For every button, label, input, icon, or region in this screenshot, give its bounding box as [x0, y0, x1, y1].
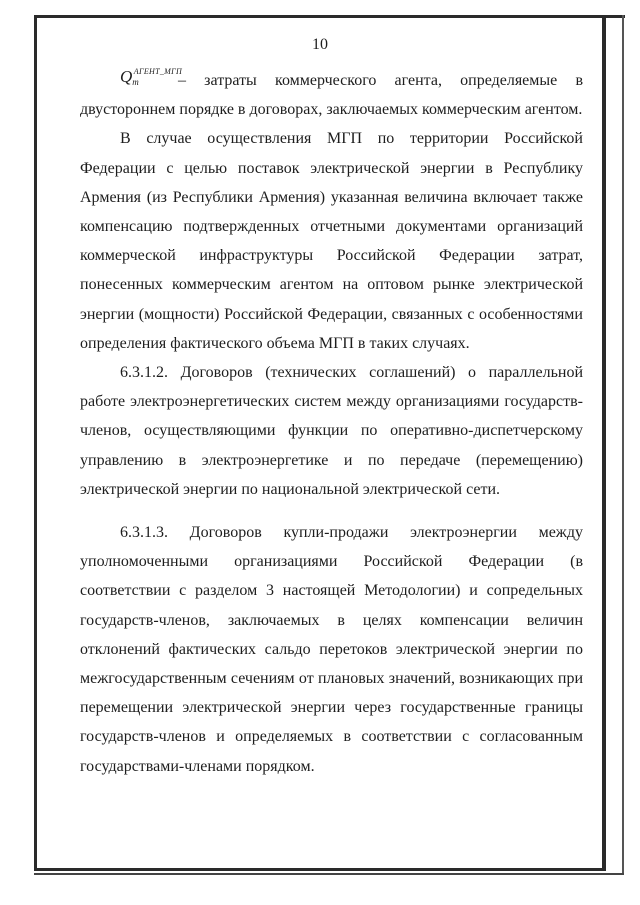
page-frame-bottom-outer	[34, 873, 624, 875]
formula-letter: Q	[120, 67, 133, 86]
page-frame-right	[602, 15, 606, 870]
formula-definition-paragraph: – затраты коммерческого агента, определяемые в двустороннем порядке в договорах, заключаемых коммерческим агентом.	[80, 72, 583, 119]
page-frame-top	[34, 15, 625, 18]
document-body	[80, 66, 583, 781]
page-number: 10	[312, 36, 328, 53]
page-frame-bottom	[34, 868, 606, 871]
formula-superscript: АГЕНТ_МГП	[133, 67, 183, 76]
paragraph-armenia-case: В случае осуществления МГП по территории Российской Федерации с целью поставок электрической энергии в Республику Армения (из Республики Армения) указанная величина включает также компенсацию подтвержденных отчетными документами организаций коммерческой инфраструктуры Российской Федерации затрат, понесенных коммерческим агентом на оптовом рынке электрической энергии (мощности) Российской Федерации, связанных с особенностями определения фактического объема МГП в таких случаях.	[80, 130, 583, 352]
page-frame-right-outer	[622, 15, 624, 875]
page-frame-left	[34, 15, 37, 870]
paragraph-6-3-1-2: 6.3.1.2. Договоров (технических соглашений) о параллельной работе электроэнергетических систем между организациями государств-членов, осуществляющими функции по оперативно-диспетчерскому управлению в электроэнергетике и по передаче (перемещению) электрической энергии по национальной электрической сети.	[80, 364, 583, 498]
formula-subscript: m	[132, 77, 139, 87]
paragraph-6-3-1-3: 6.3.1.3. Договоров купли-продажи электроэнергии между уполномоченными организациями Российской Федерации (в соответствии с разделом 3 настоящей Методологии) и сопредельных государств-членов, заключаемых в целях компенсации величин отклонений фактических сальдо перетоков электрической энергии по межгосударственным сечениям от плановых значений, возникающих при перемещении электрической энергии через государственные границы государств-членов и определяемых в соответствии с согласованным государствами-членами порядком.	[80, 524, 583, 775]
